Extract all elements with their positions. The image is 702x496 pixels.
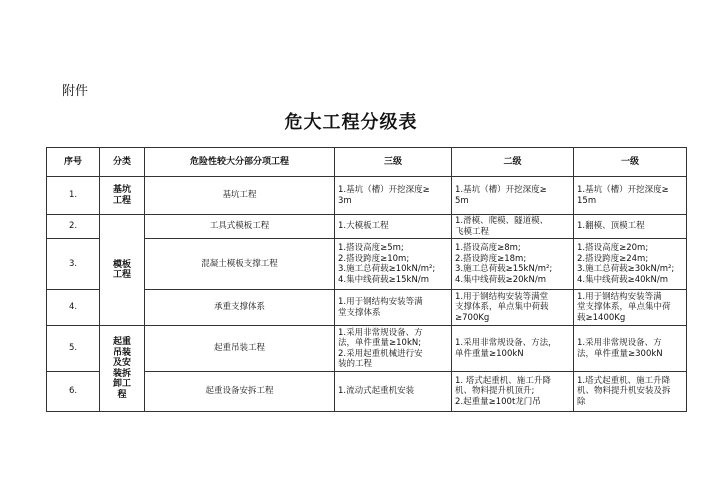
item-cell: 工具式模板工程 — [145, 215, 335, 239]
level3-line: 法，单件重量≥10kN; — [338, 338, 422, 348]
level2-line: ≥700Kg — [455, 312, 490, 323]
level2-line: 机、物料提升机顶升; — [455, 386, 535, 397]
level2-line: 飞模工程 — [455, 226, 490, 237]
level3-cell — [335, 326, 452, 372]
level3-line: 1.采用非常规设备、方 — [338, 327, 423, 338]
level2-line: 1.搭设高度≥8m; — [455, 243, 521, 253]
header-level1: 一级 — [574, 148, 687, 177]
header-level2: 二级 — [452, 148, 574, 177]
level1-line: 1.翻模、顶模工程 — [577, 221, 645, 232]
item-cell: 起重设备安拆工程 — [145, 372, 335, 412]
level1-line: 1.搭设高度≥20m; — [577, 243, 649, 253]
category-line: 卸工 — [112, 379, 131, 389]
category-cell — [100, 215, 145, 326]
grading-table — [46, 147, 687, 412]
level2-line: 1.用于钢结构安装等满堂 — [455, 291, 549, 302]
category-line: 吊装 — [112, 347, 131, 358]
row-number: 1. — [47, 177, 100, 215]
category-cell — [100, 177, 145, 215]
level1-line: 15m — [577, 195, 597, 206]
table-row — [47, 326, 687, 372]
level3-line: 1.搭设高度≥5m; — [338, 243, 404, 253]
level1-line: 载≥1400Kg — [577, 312, 626, 323]
category-line: 起重 — [112, 337, 131, 347]
level1-line: 1.塔式起重机、施工升降 — [577, 375, 671, 386]
level1-cell — [574, 215, 687, 239]
item-cell: 起重吊装工程 — [145, 326, 335, 372]
level1-line: 机、物料提升机安装及拆 — [577, 386, 671, 397]
level1-line: 3.施工总荷载≥30kN/m²; — [577, 264, 675, 274]
header-item: 危险性较大分部分项工程 — [145, 148, 335, 177]
row-number: 2. — [47, 215, 100, 239]
level1-cell — [574, 372, 687, 412]
level2-cell — [452, 326, 574, 372]
level1-line: 4.集中线荷载≥40kN/m — [577, 274, 668, 285]
level2-cell — [452, 239, 574, 290]
level2-line: 1.滑模、爬模、隧道模、 — [455, 216, 549, 226]
category-line: 工程 — [112, 270, 131, 280]
level1-cell — [574, 290, 687, 326]
row-number: 3. — [47, 239, 100, 290]
level3-cell — [335, 290, 452, 326]
level2-line: 3.施工总荷载≥15kN/m²; — [455, 264, 553, 274]
level3-line: 2.采用起重机械进行安 — [338, 348, 423, 359]
level2-cell — [452, 177, 574, 215]
header-level3: 三级 — [335, 148, 452, 177]
category-cell — [100, 326, 145, 412]
header-category: 分类 — [100, 148, 145, 177]
level1-line: 除 — [577, 396, 586, 407]
level1-line: 法，单件重量≥300kN — [577, 348, 663, 359]
level1-line: 堂支撑体系，单点集中荷 — [577, 302, 671, 313]
level3-line: 3.施工总荷载≥10kN/m²; — [338, 264, 436, 274]
header-row — [47, 148, 687, 177]
level3-line: 1.基坑（槽）开挖深度≥ — [338, 185, 430, 195]
level2-line: 1.采用非常规设备、方法， — [455, 338, 557, 348]
level2-line: 单件重量≥100kN — [455, 348, 524, 359]
level2-line: 5m — [455, 195, 469, 206]
table-row — [47, 177, 687, 215]
table-row — [47, 215, 687, 239]
level1-line: 1.基坑（槽）开挖深度≥ — [577, 185, 669, 195]
level3-line: 堂支撑体系 — [338, 307, 381, 318]
level2-line: 2.搭设跨度≥18m; — [455, 253, 527, 264]
level3-cell — [335, 372, 452, 412]
attachment-label: 附件 — [62, 84, 89, 99]
level1-cell — [574, 239, 687, 290]
level3-line: 1.用于钢结构安装等满 — [338, 297, 423, 307]
level1-line: 2.搭设跨度≥24m; — [577, 253, 649, 264]
level1-cell — [574, 326, 687, 372]
level2-line: 支撑体系，单点集中荷载 — [455, 302, 549, 313]
row-number: 6. — [47, 372, 100, 412]
level2-cell — [452, 215, 574, 239]
category-line: 模板 — [112, 259, 131, 270]
level3-line: 2.搭设跨度≥10m; — [338, 253, 410, 264]
level2-line: 1.基坑（槽）开挖深度≥ — [455, 185, 547, 195]
level3-cell — [335, 215, 452, 239]
category-line: 基坑 — [112, 185, 131, 195]
level2-line: 1. 塔式起重机、施工升降 — [455, 375, 551, 386]
item-cell: 基坑工程 — [145, 177, 335, 215]
level3-line: 4.集中线荷载≥15kN/m — [338, 274, 429, 285]
item-cell: 混凝土模板支撑工程 — [145, 239, 335, 290]
level1-line: 1.用于钢结构安装等满 — [577, 291, 662, 302]
level2-line: 4.集中线荷载≥20kN/m — [455, 274, 546, 285]
level2-line: 2.起重量≥100t龙门吊 — [455, 396, 541, 407]
level3-line: 装的工程 — [338, 359, 373, 369]
row-number: 5. — [47, 326, 100, 372]
level3-line: 3m — [338, 195, 352, 206]
level3-line: 1.大模板工程 — [338, 221, 389, 232]
item-cell: 承重支撑体系 — [145, 290, 335, 326]
level1-cell — [574, 177, 687, 215]
category-line: 装拆 — [112, 368, 131, 379]
category-line: 工程 — [112, 195, 131, 206]
page-title: 危大工程分级表 — [284, 112, 418, 133]
level3-line: 1.流动式起重机安装 — [338, 386, 415, 397]
level3-cell — [335, 239, 452, 290]
header-no: 序号 — [47, 148, 100, 177]
level2-cell — [452, 290, 574, 326]
category-line: 程 — [117, 389, 127, 400]
level1-line: 1.采用非常规设备、方 — [577, 338, 662, 348]
level3-cell — [335, 177, 452, 215]
level2-cell — [452, 372, 574, 412]
row-number: 4. — [47, 290, 100, 326]
category-line: 及安 — [112, 358, 131, 368]
